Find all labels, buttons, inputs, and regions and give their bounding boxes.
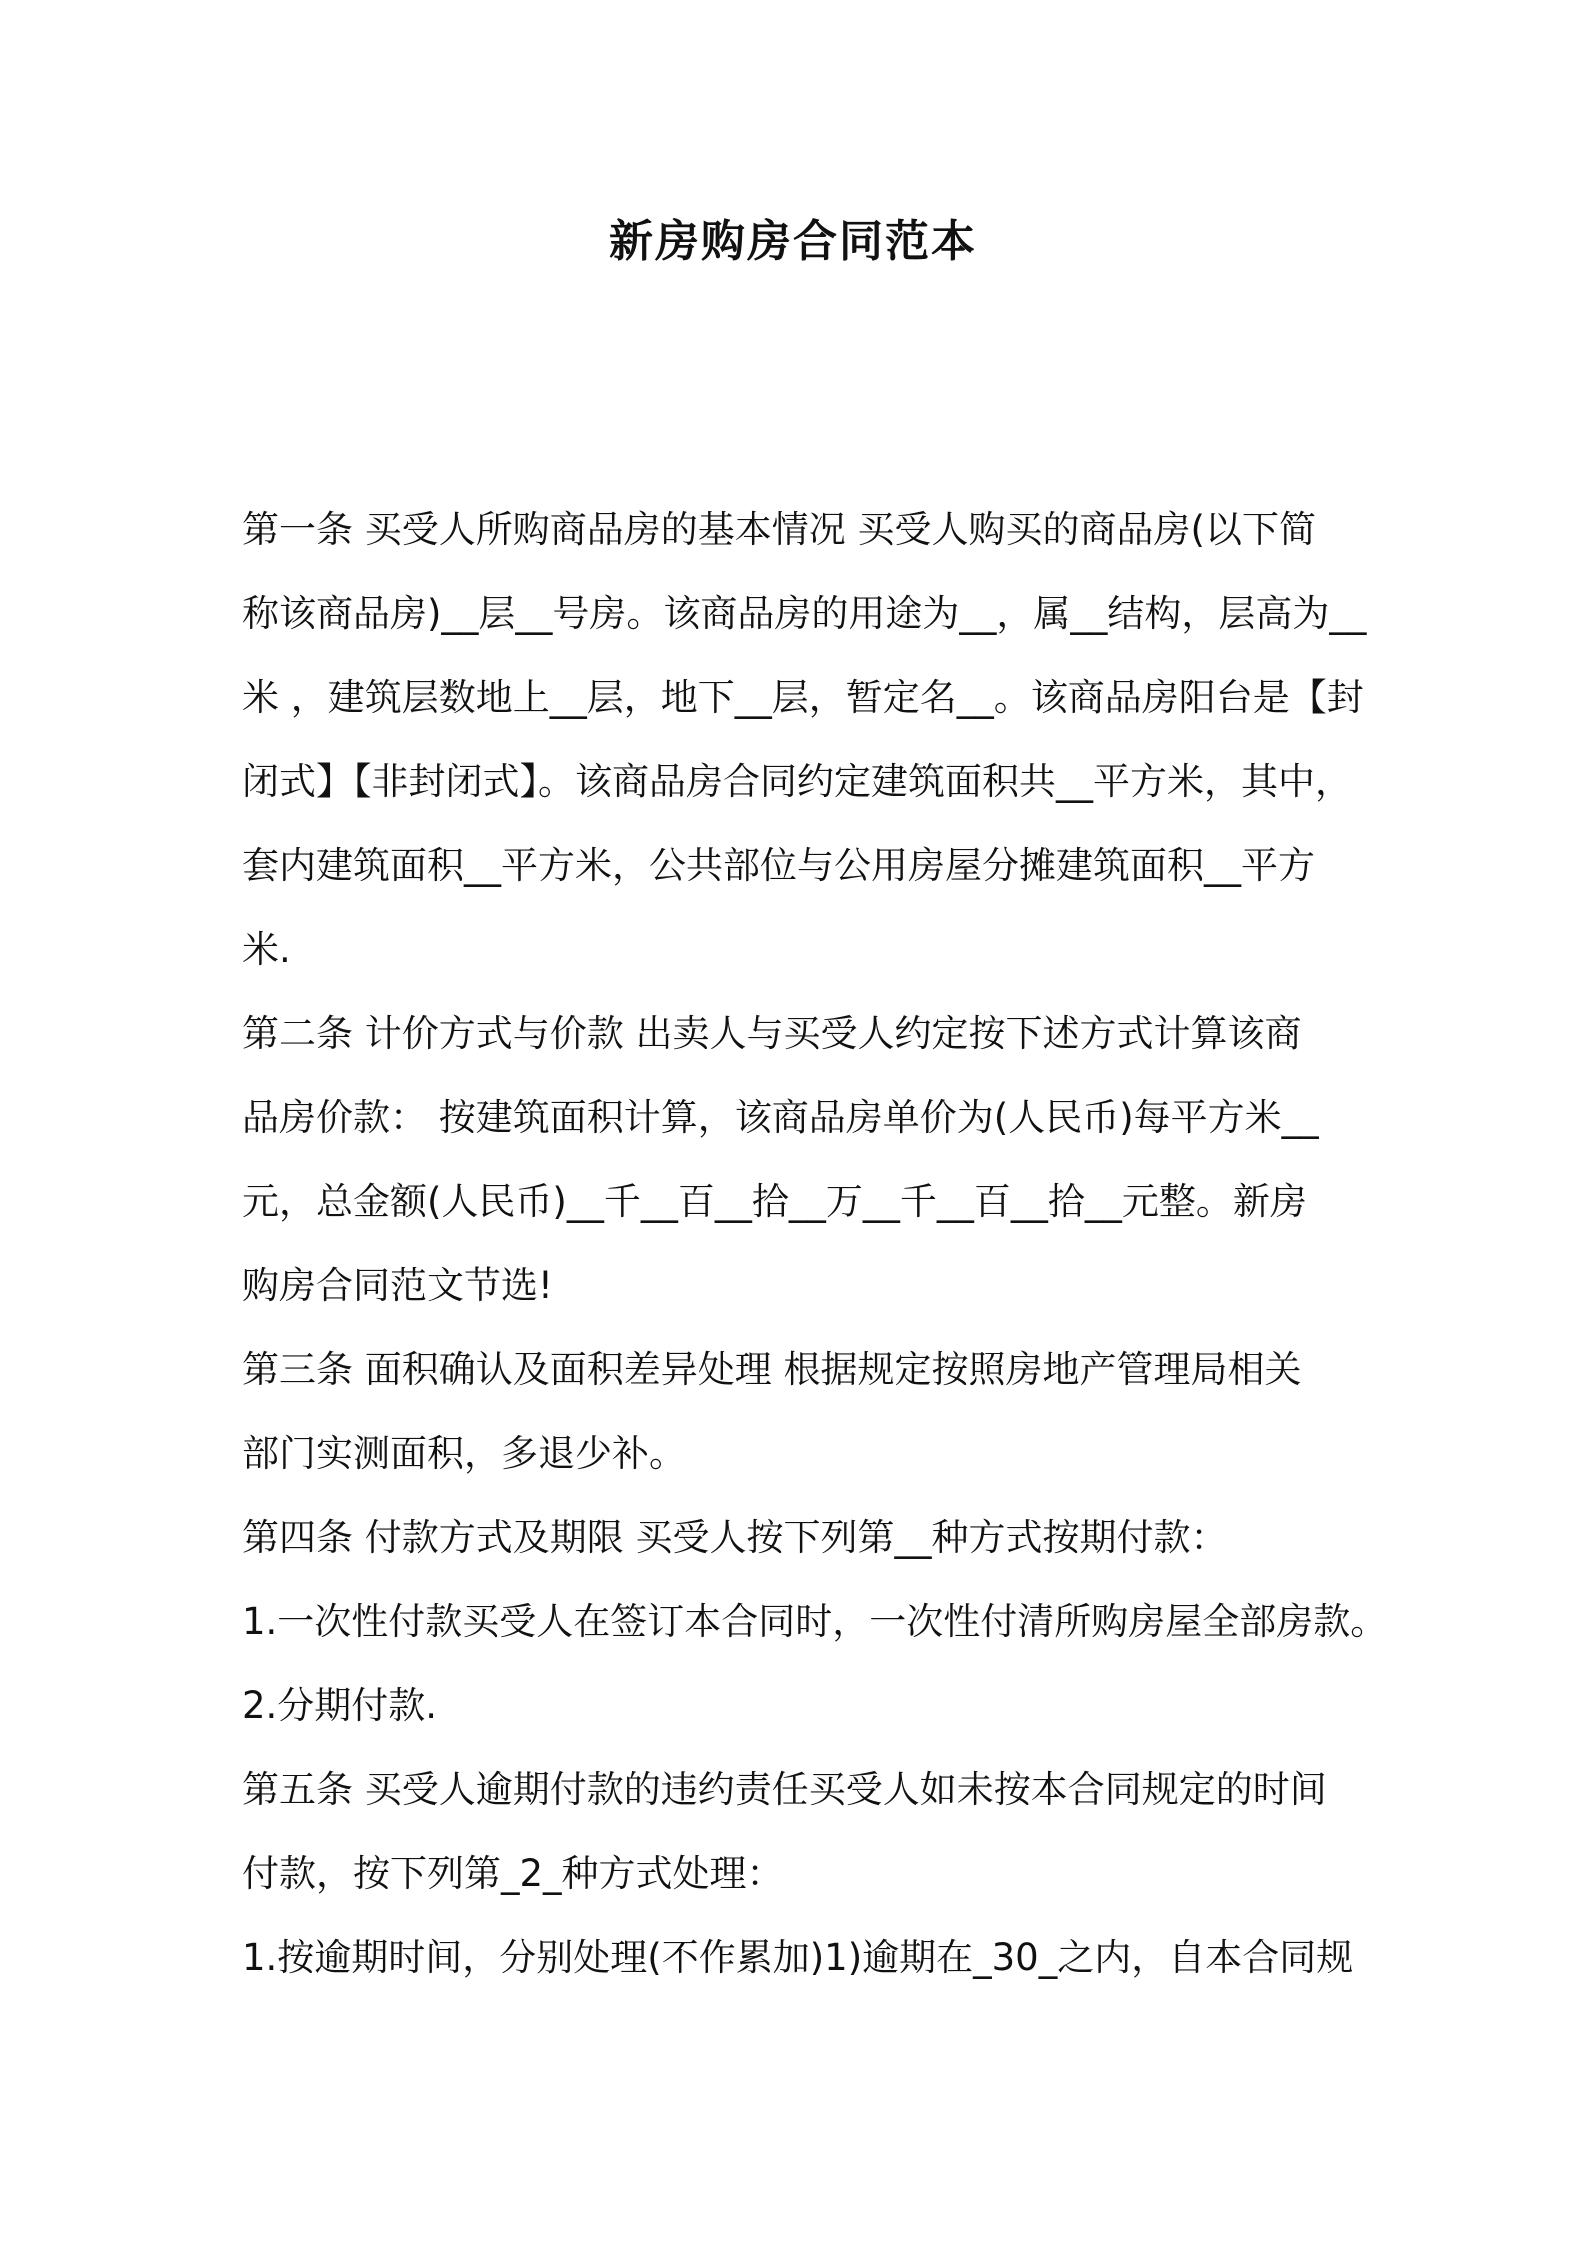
text-line: 第五条 买受人逾期付款的违约责任买受人如未按本合同规定的时间 <box>242 1768 1327 1811</box>
text-line: 第四条 付款方式及期限 买受人按下列第__种方式按期付款： <box>242 1516 1228 1559</box>
text-line: 套内建筑面积__平方米，公共部位与公用房屋分摊建筑面积__平方 <box>242 844 1315 887</box>
text-line: 第一条 买受人所购商品房的基本情况 买受人购买的商品房(以下简 <box>242 508 1316 551</box>
text-line: 米 ，建筑层数地上__层，地下__层，暂定名__。该商品房阳台是【封 <box>242 676 1364 719</box>
text-line: 付款，按下列第_2_种方式处理： <box>242 1852 784 1895</box>
contract-body <box>242 488 1388 2000</box>
text-line: 称该商品房)__层__号房。该商品房的用途为__，属__结构，层高为__ <box>242 592 1367 635</box>
text-line: 米. <box>242 928 291 971</box>
document-title: 新房购房合同范本 <box>609 216 977 267</box>
text-line: 购房合同范文节选! <box>242 1264 553 1307</box>
text-line: 品房价款： 按建筑面积计算，该商品房单价为(人民币)每平方米__ <box>242 1096 1319 1139</box>
text-line: 元，总金额(人民币)__千__百__拾__万__千__百__拾__元整。新房 <box>242 1180 1307 1223</box>
text-line: 2.分期付款. <box>242 1684 438 1727</box>
text-line: 部门实测面积，多退少补。 <box>242 1432 686 1475</box>
text-line: 1.按逾期时间，分别处理(不作累加)1)逾期在_30_之内，自本合同规 <box>242 1936 1354 1979</box>
text-line: 闭式】【非封闭式】。该商品房合同约定建筑面积共__平方米，其中， <box>242 760 1352 803</box>
text-line: 1.一次性付款买受人在签订本合同时，一次性付清所购房屋全部房款。 <box>242 1600 1388 1643</box>
text-line: 第三条 面积确认及面积差异处理 根据规定按照房地产管理局相关 <box>242 1348 1302 1391</box>
text-line: 第二条 计价方式与价款 出卖人与买受人约定按下述方式计算该商 <box>242 1012 1302 1055</box>
